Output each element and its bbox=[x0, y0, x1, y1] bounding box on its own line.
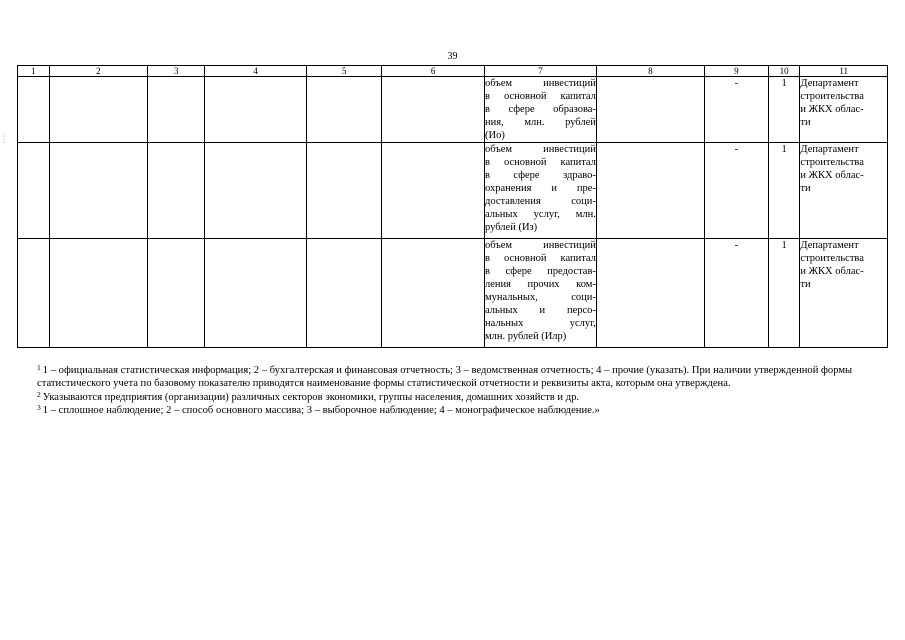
empty-cell bbox=[148, 239, 205, 348]
empty-cell bbox=[148, 143, 205, 239]
responsible-line: строительства bbox=[800, 91, 864, 102]
indicator-line: рублей (Из) bbox=[485, 222, 538, 233]
empty-cell bbox=[205, 77, 307, 143]
responsible-line: и ЖКХ облас- bbox=[800, 104, 864, 115]
footnote-mark: 1 bbox=[37, 363, 41, 372]
indicator-line: в сфере предостав- bbox=[485, 266, 596, 277]
column-number-4: 4 bbox=[205, 66, 307, 77]
empty-cell bbox=[18, 143, 50, 239]
responsible-line: ти bbox=[800, 117, 811, 128]
indicator-line: нальных услуг, bbox=[485, 318, 596, 329]
footnote-text: 1 – официальная статистическая информация; 2 – бухгалтерская и финансовая отчетность; 3 – ведомственная отчетность; 4 – прочие (указать). При наличии утвержденной формы статистического учета по базовому показателю приводятся наименование формы статистической отчетности и реквизиты акта, которым она утверждена. bbox=[37, 365, 853, 390]
table-row bbox=[18, 239, 888, 348]
column-number-7: 7 bbox=[485, 66, 597, 77]
indicator-line: объем инвестиций bbox=[485, 240, 596, 251]
indicator-line: ния, млн. рублей bbox=[485, 117, 596, 128]
footnotes bbox=[37, 364, 870, 418]
empty-cell bbox=[382, 143, 485, 239]
empty-cell bbox=[382, 239, 485, 348]
responsible-line: строительства bbox=[800, 157, 864, 168]
empty-cell bbox=[18, 77, 50, 143]
col10-cell: 1 bbox=[768, 239, 800, 348]
indicator-cell bbox=[485, 239, 597, 348]
column-number-11: 11 bbox=[800, 66, 888, 77]
col9-cell: - bbox=[704, 239, 768, 348]
empty-cell bbox=[306, 239, 381, 348]
indicator-line: в сфере здраво- bbox=[485, 170, 596, 181]
column-number-3: 3 bbox=[148, 66, 205, 77]
indicator-line: объем инвестиций bbox=[485, 78, 596, 89]
responsible-line: Департамент bbox=[800, 78, 859, 89]
table-row bbox=[18, 143, 888, 239]
responsible-line: и ЖКХ облас- bbox=[800, 170, 864, 181]
empty-cell bbox=[306, 143, 381, 239]
footnote-1 bbox=[37, 364, 870, 391]
responsible-line: Департамент bbox=[800, 144, 859, 155]
indicator-line: в сфере образова- bbox=[485, 104, 596, 115]
empty-cell bbox=[49, 77, 148, 143]
indicator-line: доставления соци- bbox=[485, 196, 596, 207]
column-number-row bbox=[18, 66, 888, 77]
indicator-line: альных услуг, млн. bbox=[485, 209, 596, 220]
indicator-line: охранения и пре- bbox=[485, 183, 596, 194]
empty-cell bbox=[205, 143, 307, 239]
footnote-text: Указываются предприятия (организации) различных секторов экономики, группы населения, домашних хозяйств и др. bbox=[42, 391, 580, 403]
column-number-10: 10 bbox=[768, 66, 800, 77]
footnote-3 bbox=[37, 404, 870, 417]
empty-cell bbox=[596, 239, 704, 348]
column-number-8: 8 bbox=[596, 66, 704, 77]
column-number-2: 2 bbox=[49, 66, 148, 77]
empty-cell bbox=[49, 239, 148, 348]
column-number-9: 9 bbox=[704, 66, 768, 77]
responsible-line: ти bbox=[800, 279, 811, 290]
indicator-line: ления прочих ком- bbox=[485, 279, 596, 290]
indicator-line: млн. рублей (Илр) bbox=[485, 331, 567, 342]
footnote-text: 1 – сплошное наблюдение; 2 – способ основного массива; 3 – выборочное наблюдение; 4 – монографическое наблюдение.» bbox=[42, 405, 600, 417]
col9-cell: - bbox=[704, 77, 768, 143]
empty-cell bbox=[18, 239, 50, 348]
scan-artifact: : : bbox=[3, 131, 5, 145]
responsible-line: и ЖКХ облас- bbox=[800, 266, 864, 277]
column-number-6: 6 bbox=[382, 66, 485, 77]
indicator-cell bbox=[485, 143, 597, 239]
indicator-line: в основной капитал bbox=[485, 157, 596, 168]
col10-cell: 1 bbox=[768, 77, 800, 143]
indicator-line: в основной капитал bbox=[485, 253, 596, 264]
empty-cell bbox=[49, 143, 148, 239]
empty-cell bbox=[205, 239, 307, 348]
empty-cell bbox=[596, 77, 704, 143]
responsible-cell bbox=[800, 77, 888, 143]
col10-cell: 1 bbox=[768, 143, 800, 239]
responsible-line: Департамент bbox=[800, 240, 859, 251]
col9-cell: - bbox=[704, 143, 768, 239]
responsible-line: ти bbox=[800, 183, 811, 194]
empty-cell bbox=[382, 77, 485, 143]
footnote-mark: 3 bbox=[37, 403, 41, 413]
indicator-line: объем инвестиций bbox=[485, 144, 596, 155]
empty-cell bbox=[148, 77, 205, 143]
indicator-line: мунальных, соци- bbox=[485, 292, 596, 303]
footnote-mark: 2 bbox=[37, 389, 41, 399]
responsible-cell bbox=[800, 239, 888, 348]
indicator-line: (Ио) bbox=[485, 130, 505, 141]
responsible-line: строительства bbox=[800, 253, 864, 264]
indicator-line: в основной капитал bbox=[485, 91, 596, 102]
empty-cell bbox=[306, 77, 381, 143]
column-number-5: 5 bbox=[306, 66, 381, 77]
page-number: 39 bbox=[447, 51, 458, 62]
indicator-line: альных и персо- bbox=[485, 305, 596, 316]
indicator-cell bbox=[485, 77, 597, 143]
empty-cell bbox=[596, 143, 704, 239]
column-number-1: 1 bbox=[18, 66, 50, 77]
responsible-cell bbox=[800, 143, 888, 239]
indicators-table bbox=[17, 65, 888, 348]
table-row bbox=[18, 77, 888, 143]
footnote-2 bbox=[37, 391, 870, 404]
